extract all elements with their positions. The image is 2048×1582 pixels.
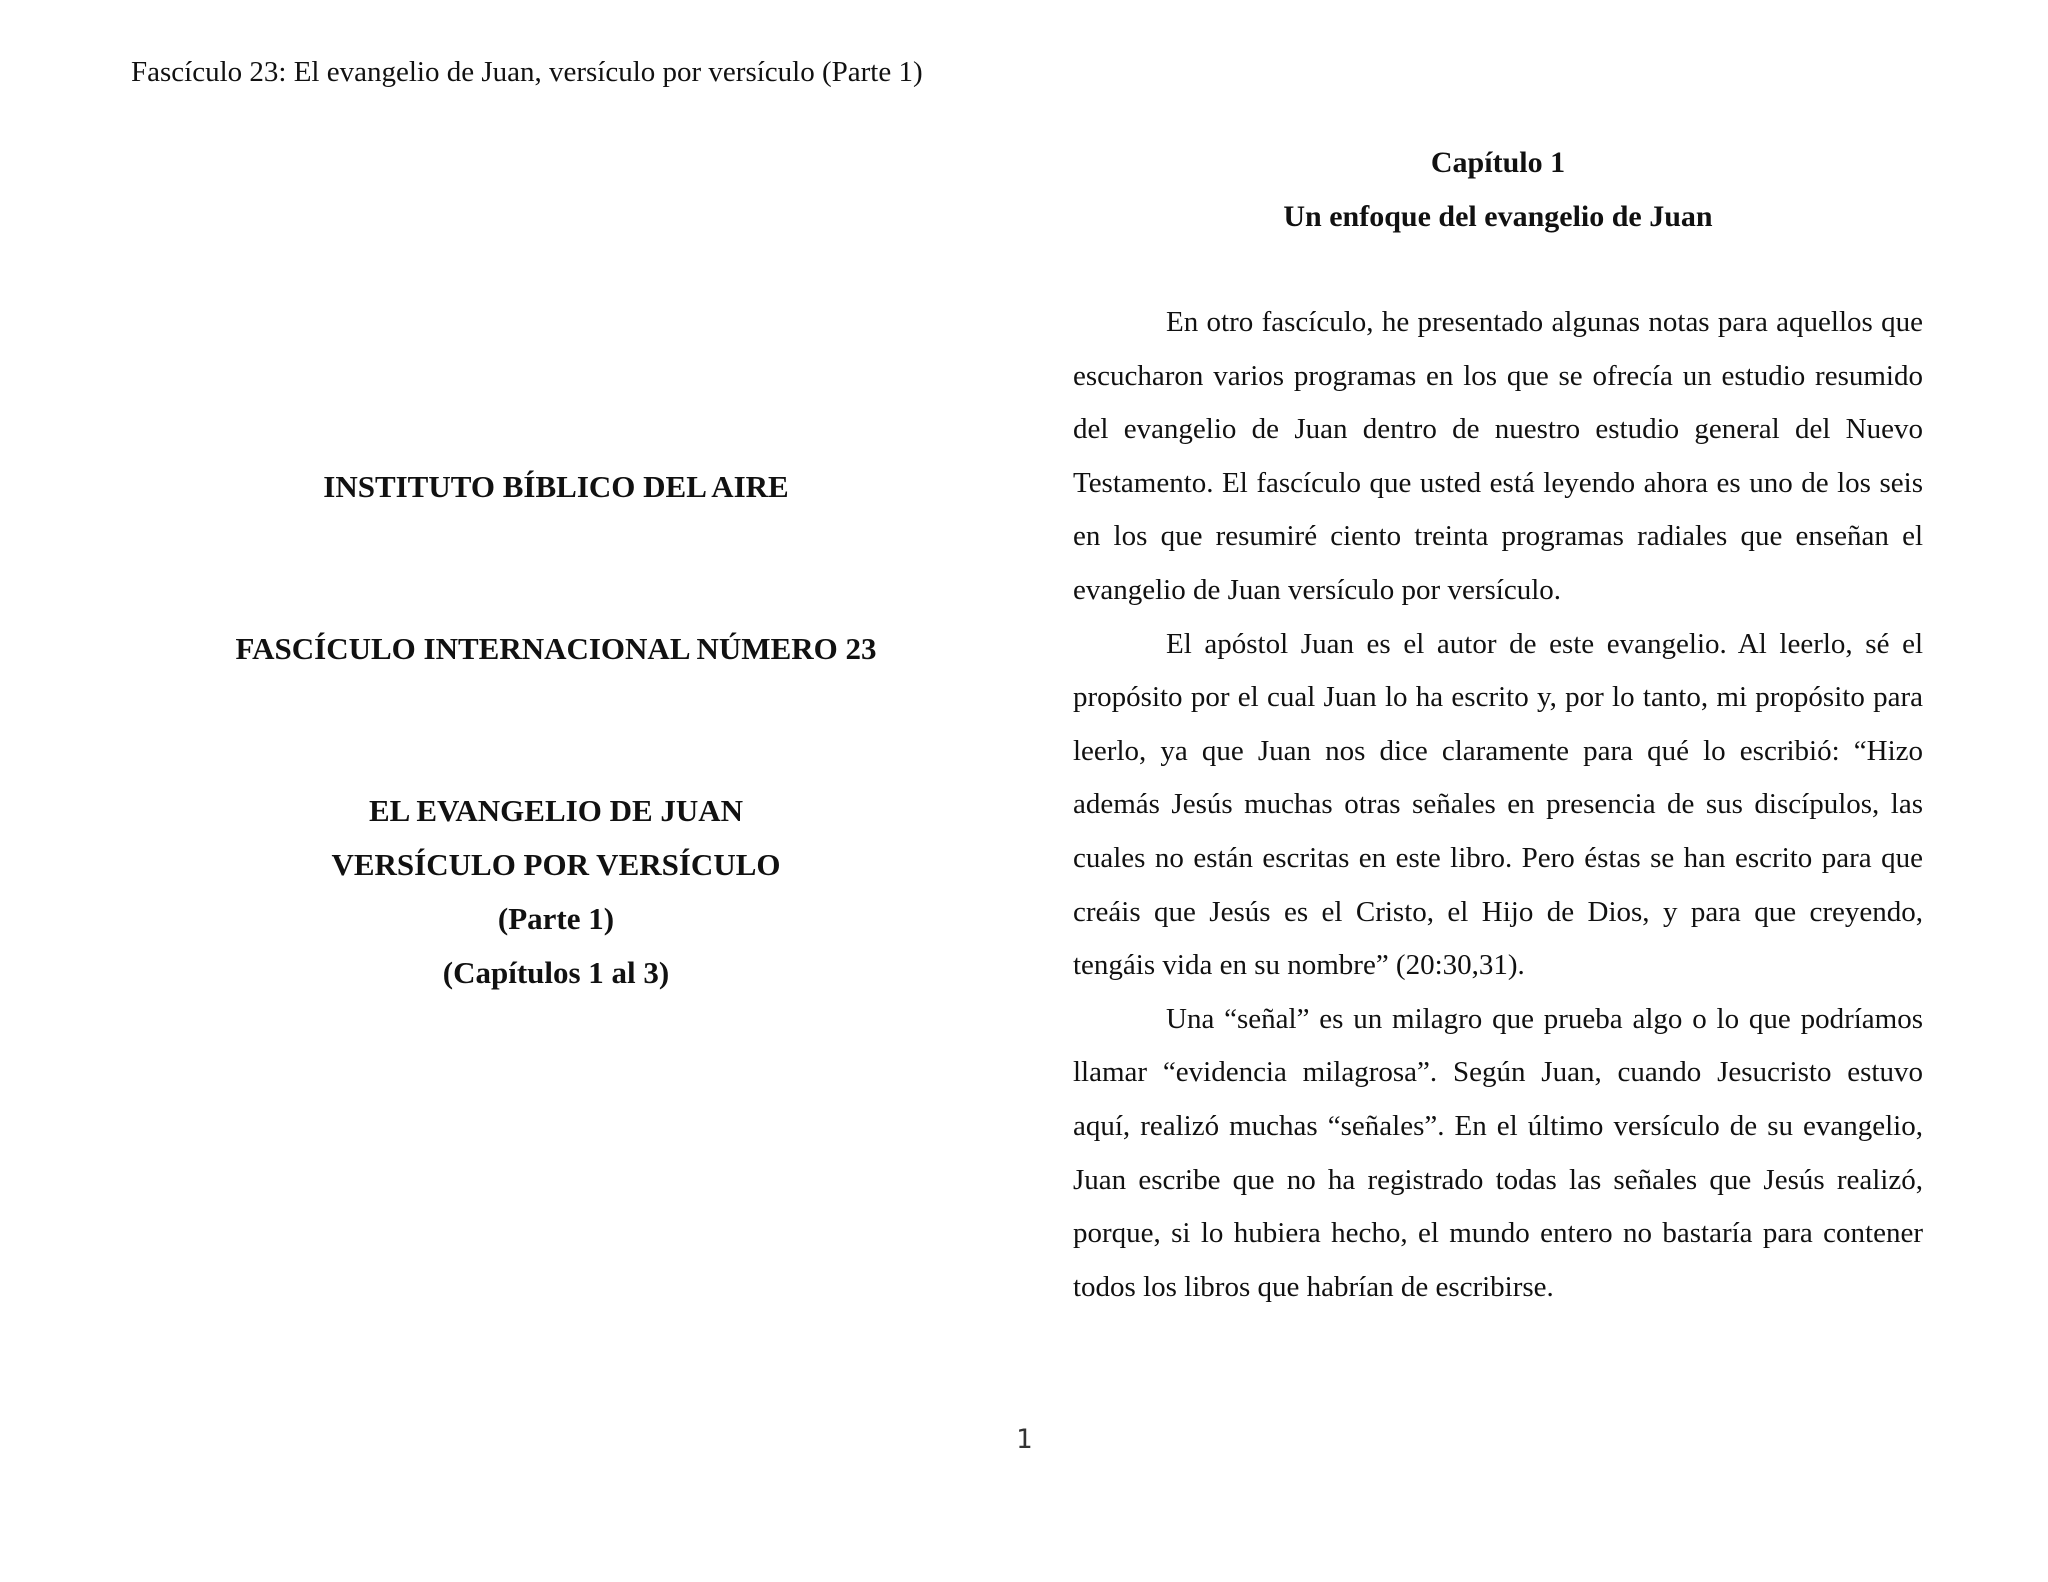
cover-subtitle-part: (Parte 1): [497, 901, 615, 936]
page-number: 1: [1015, 1424, 1033, 1455]
cover-title-line: EL EVANGELIO DE JUAN: [368, 793, 744, 828]
body-paragraph: Una “señal” es un milagro que prueba algo o lo que podríamos llamar “evidencia milagrosa”. Según Juan, cuando Jesucristo estuvo aquí, realizó muchas “señales”. En el último versículo de su evangelio, Juan escribe que no ha registrado todas las señales que Jesús realizó, porque, si lo hubiera hecho, el mundo entero no bastaría para contener todos los libros que habrían de escribirse.: [1073, 1002, 1923, 1303]
cover-subtitle-chapters: (Capítulos 1 al 3): [442, 955, 670, 990]
cover-page: [131, 460, 981, 1000]
chapter-heading: [1073, 136, 1923, 244]
cover-title: [131, 784, 981, 1000]
body-paragraph: En otro fascículo, he presentado algunas notas para aquellos que escucharon varios programas en los que se ofrecía un estudio resumido del evangelio de Juan dentro de nuestro estudio general del Nuevo Testamento. El fascículo que usted está leyendo ahora es uno de los seis en los que resumiré ciento treinta programas radiales que enseñan el evangelio de Juan versículo por versículo.: [1073, 306, 1923, 606]
running-header: Fascículo 23: El evangelio de Juan, versículo por versículo (Parte 1): [131, 56, 923, 88]
chapter-title: Un enfoque del evangelio de Juan: [1283, 200, 1713, 233]
cover-title-line: VERSÍCULO POR VERSÍCULO: [331, 847, 781, 882]
fasciculo-number: FASCÍCULO INTERNACIONAL NÚMERO 23: [235, 631, 877, 666]
heading-spacer: [1073, 244, 1923, 296]
institute-name: INSTITUTO BÍBLICO DEL AIRE: [323, 469, 789, 504]
body-paragraph: El apóstol Juan es el autor de este evangelio. Al leerlo, sé el propósito por el cual Juan lo ha escrito y, por lo tanto, mi propósito para leerlo, ya que Juan nos dice claramente para qué lo escribió: “Hizo además Jesús muchas otras señales en presencia de sus discípulos, las cuales no están escritas en este libro. Pero éstas se han escrito para que creáis que Jesús es el Cristo, el Hijo de Dios, y para que creyendo, tengáis vida en su nombre” (20:30,31).: [1073, 627, 1923, 982]
chapter-page: [1073, 136, 1923, 1314]
chapter-number: Capítulo 1: [1430, 146, 1566, 179]
